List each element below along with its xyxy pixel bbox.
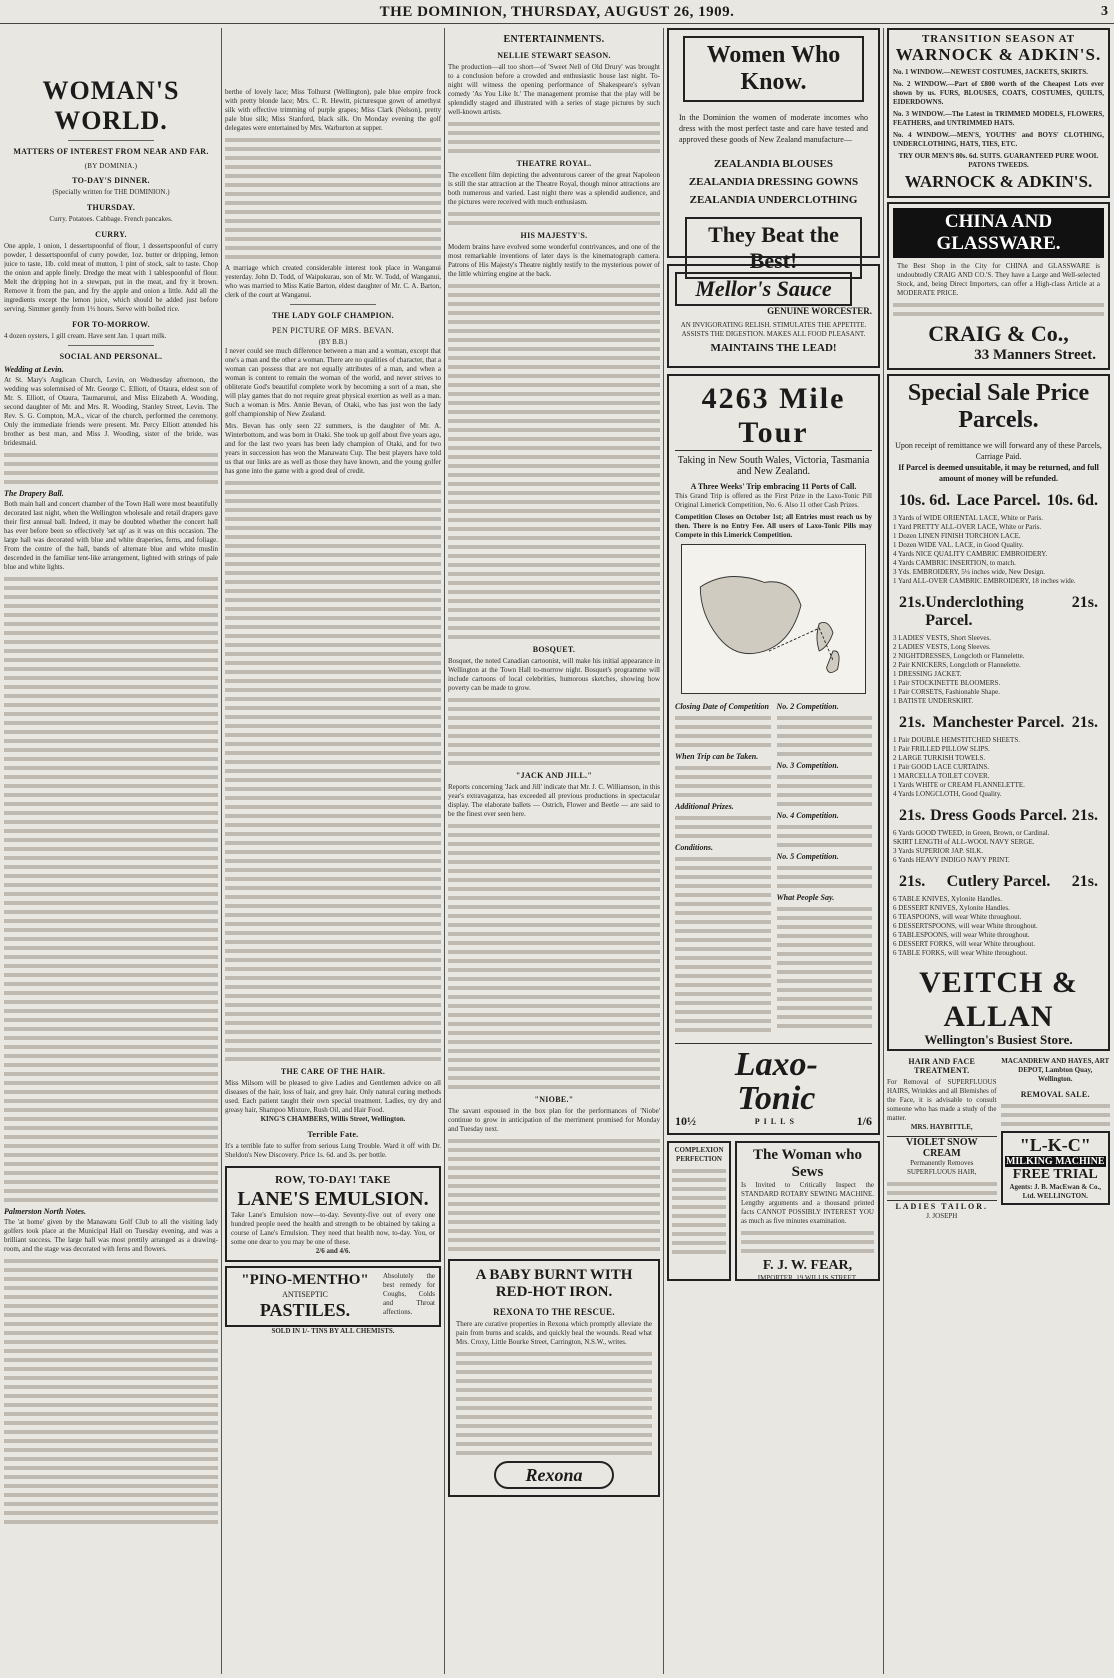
mellor-text: AN INVIGORATING RELISH. STIMULATES THE APPETITE. ASSISTS THE DIGESTION. MAKES ALL FOOD PLEASANT. [680,321,867,338]
sewing-machine-ad [735,1141,880,1281]
parcel-cutlery-name: Cutlery Parcel. [946,873,1051,890]
fear-address: IMPORTER, 19 WILLIS STREET. [757,1274,858,1282]
bosquet-text: Bosquet, the noted Canadian cartoonist, will make his initial appearance in Wellington at the Town Hall to-morrow night. Bosquet's programme will include cartoons of local celebrities, humorous sketches, showing how poverty can be made to grow. [448,657,660,692]
masthead-title: THE DOMINION, THURSDAY, AUGUST 26, 1909. [379,4,735,20]
golf-byline: (BY B.B.) [318,338,348,346]
closing-heading: Closing Date of Competition [675,702,770,711]
parcel-lace-item: 3 Yds. EMBROIDERY, 5¼ inches wide, New Design. [893,568,1046,576]
macandrew: MACANDREW AND HAYES, ART DEPOT, Lambton Quay, Wellington. [1001,1057,1110,1083]
parcel-cutlery-header [899,873,1098,891]
violet-sub: Permanently Removes SUPERFLUOUS HAIR, [906,1159,977,1176]
tour-title: 4263 Mile Tour [675,382,872,451]
mellor-sub: GENUINE WORCESTER. [767,306,872,316]
rexona-logo: Rexona [525,1464,583,1485]
parcel-manchester-item: 1 MARCELLA TOILET COVER. [893,772,990,780]
tour-sub: Taking in New South Wales, Victoria, Tasmania and New Zealand. [677,455,870,477]
parcel-underclothing-item: 2 LADIES' VESTS, Long Sleeves. [893,643,991,651]
hair-care-heading: THE CARE OF THE HAIR. [280,1067,386,1076]
golf-text: I never could see much difference between a man and a woman, except that one's a man and the other a woman. There are no qualities of character, that a woman can possess that are not equally attributes of a man, and when a woman is content to remain the woman of the world, and never strives to obliterate God's beautiful complete work by becoming a sort of a man, she will play games that do not require great physical exertion as well as a man. Such a woman is Mrs. Annie Bevan, of Otaki, who has just won the lady golf championship of New Zealand. [225,347,441,418]
majesty-text: Modern brains have evolved some wonderful contrivances, and one of the most remarkable inventions of later days is the kinematograph camera. Patrons of His Majesty's Theatre nightly testify to the mysterious power of the little whirring engine at the back. [448,243,660,278]
parcel-underclothing-item: 2 Pair KNICKERS, Longcloth or Flannelette. [893,661,1021,669]
rexona-logo-frame [494,1461,614,1489]
wedding-heading: Wedding at Levin. [4,365,64,374]
parcel-manchester-item: 1 Pair GOOD LACE CURTAINS. [893,763,990,771]
parcel-cutlery-item: 6 TABLESPOONS, will wear White throughout. [893,931,1030,939]
dinner-menu: Curry. Potatoes. Cabbage. French pancakes. [49,215,173,223]
veitch-allan-ad [887,374,1110,1051]
golf-text-2: Mrs. Bevan has only seen 22 summers, is the daughter of Mr. A. Winterbottom, and was born in Otaki. She took up golf about five years ago, and for the last two years has been lady champion of Otaki, and for two years in succession has won the Manawatu Cup. The best players have told us that our links are as well as those they have known, and the young golfer has gone into the game with a good deal of credit. [225,422,441,475]
complexion-ad [667,1141,731,1281]
parcel-manchester-item: 1 Yards WHITE or CREAM FLANNELETTE. [893,781,1025,789]
curry-text: One apple, 1 onion, 1 dessertspoonful of flour, 1 dessertspoonful of curry powder, 1 dessertspoonful of curry powder, 1oz. butter or dripping, lemon juice to taste, 1lb. cold meat of mutton, 1 pint of stock, salt to taste. Chop the onion and apple finely. Dredge the meat with 1 tablespoonful of flour. Melt the dripping hot in a stewpan, put in the meat, and fry it brown. Remove it from the pan, and fry the apple and onion a little. Add all the ingredients except the lemon juice, which should be added just before serving. Simmer gently from 1½ hours. Serve with boiled rice. [4,242,218,313]
niobe-text: The savant espoused in the box plan for the performances of 'Niobe' continue to grow in anticipation of the merriment promised for Monday and Tuesday next. [448,1107,660,1133]
tour-close: Competition Closes on October 1st; all Entries must reach us by then. There is no Entry Fee. All users of Laxo-Tonic Pills may Compete in this Limerick Competition. [675,513,872,539]
hair-care-text: Miss Milsom will be pleased to give Ladies and Gentlemen advice on all diseases of the hair, loss of hair, and grey hair. Only natural curing methods used. Each patient taught their own special treatment. Ladies, try dry and greasy hair, Shampoo Mixture, Rush Oil, and Hair Food. [225,1079,441,1114]
column-entertainments [448,28,660,1674]
byline: (BY DOMINIA.) [84,162,138,170]
china-title: CHINA AND GLASSWARE. [893,208,1104,258]
small-ads-row [887,1055,1110,1221]
parcel-lace-item: 1 Yard PRETTY ALL-OVER LACE, White or Paris. [893,523,1042,531]
parcel-underclothing-item: 2 NIGHTDRESSES, Longcloth or Flannelette. [893,652,1025,660]
complexion-heading: COMPLEXION PERFECTION [674,1146,724,1163]
parcel-dress-item: SKIRT LENGTH of ALL-WOOL NAVY SERGE. [893,838,1035,846]
parcel-lace-item: 1 Yard ALL-OVER CAMBRIC EMBROIDERY, 18 inches wide. [893,577,1076,585]
lane-title: LANE'S EMULSION. [237,1188,429,1210]
parcel-manchester-name: Manchester Parcel. [932,714,1065,731]
sews-title: The Woman who Sews [753,1147,862,1180]
wedding-text: At St. Mary's Anglican Church, Levin, on Wednesday afternoon, the wedding was solemnised of Mr. George C. Elliott, of Otaura, eldest son of Mr. S. Elliott, of Otaura, Taumarunui, and Miss Elizabeth A. Wooding, second daughter of Mr. and Mrs. R. Wooding, Stanley Street, Levin. The Rev. S. G. Compton, M.A., vicar of the church, performed the ceremony. Only the immediate friends were present. Mr. Percy Elliott attended his brother as best man, and Miss J. Wooding, sister of the bride, was bridesmaid. [4,376,218,447]
parcel-manchester-item: 4 Yards LONGCLOTH, Good Quality. [893,790,1002,798]
lkc-agents: Agents: J. B. MacEwan & Co., Ltd. WELLINGTON. [1009,1183,1102,1200]
veitch-sub: Wellington's Busiest Store. [924,1032,1073,1047]
royal-text: The excellent film depicting the adventurous career of the great Napoleon is still the star attraction at the Theatre Royal, though minor attractions are both numerous and varied. Last night there was a splendid audience, and the pictures were received with much enthusiasm. [448,171,660,206]
golf-subheading: PEN PICTURE OF MRS. BEVAN. [272,326,394,335]
ball-heading: The Drapery Ball. [4,489,64,498]
comp4-heading: No. 4 Competition. [776,811,839,820]
women-item-1: ZEALANDIA BLOUSES [714,158,833,170]
parcel-dress-item: 6 Yards HEAVY INDIGO NAVY PRINT. [893,856,1010,864]
comp3-heading: No. 3 Competition. [776,761,839,770]
mellor-slogan: MAINTAINS THE LEAD! [710,342,837,354]
parcel-cutlery-price-right: 21s. [1071,873,1098,890]
parcel-underclothing-header [899,594,1098,630]
parcels-title: Special Sale Price Parcels. [907,380,1090,433]
bosquet-heading: BOSQUET. [532,645,576,654]
parcel-dress-item: 6 Yards GOOD TWEED, in Green, Brown, or Cardinal. [893,829,1050,837]
parcel-lace-header [899,492,1098,510]
pino-side: Absolutely the best remedy for Coughs, Colds and Throat affections. [383,1272,435,1316]
china-text: The Best Shop in the City for CHINA and GLASSWARE is undoubtedly CRAIG AND CO.'S. They have a Large and Well-selected Stock, and, being Direct Importers, can offer a High-class Article at a MODERATE PRICE. [897,262,1100,297]
royal-heading: THEATRE ROYAL. [516,159,592,168]
warnock-suits: TRY OUR MEN'S 80s. 6d. SUITS. GUARANTEED PURE WOOL PATONS TWEEDS. [898,152,1099,169]
dinner-heading: TO-DAY'S DINNER. [72,176,150,185]
laxo-price-right: 1/6 [856,1114,872,1128]
parcel-cutlery-item: 6 DESSERTSPOONS, will wear White throughout. [893,922,1038,930]
warnock-footer: WARNOCK & ADKIN'S. [904,172,1093,191]
warnock-title: WARNOCK & ADKIN'S. [895,45,1102,64]
marriage-text: A marriage which created considerable interest took place in Wanganui yesterday. John D. Todd, of Waipukurau, son of Mr. W. Todd, of Wanganui, who was married to Miss Katie Barton, eldest daughter of Mr. C. A. Barton, clerk of the court at Wanganui. [225,264,441,299]
parcel-cutlery-item: 6 TABLE FORKS, will wear White throughout. [893,949,1028,957]
laxo-logo: Laxo-Tonic [734,1046,818,1117]
fate-heading: Terrible Fate. [307,1130,359,1139]
craig-address: 33 Manners Street. [974,347,1096,363]
parcel-underclothing-item: 1 Pair STOCKINETTE BLOOMERS. [893,679,1001,687]
parcel-dress-price-right: 21s. [1071,807,1098,824]
social-heading: SOCIAL AND PERSONAL. [59,352,163,361]
lkc-sub: MILKING MACHINE [1005,1156,1105,1167]
lkc-ad [1001,1131,1111,1205]
ladies-tailor: LADIES TAILOR. [887,1200,997,1212]
warnock-item-2: No. 2 WINDOW.—Part of £800 worth of the Cheapest Lots ever shown by us. FURS, BLOUSES, COATS, COSTUMES, QUILTS, EIDERDOWNS. [893,80,1104,106]
niobe-heading: "NIOBE." [534,1095,574,1104]
mellors-sauce-ad [667,264,880,368]
parcel-dress-price-left: 21s. [899,807,926,824]
nellie-heading: NELLIE STEWART SEASON. [497,51,611,60]
column-rule [883,28,884,1674]
parcel-lace-name: Lace Parcel. [956,492,1041,509]
hair-care-address: KING'S CHAMBERS, Willis Street, Wellington. [260,1115,406,1123]
women-footer: They Beat the Best! [685,217,862,279]
parcel-underclothing-price-right: 21s. [1071,594,1098,611]
parcel-dress-item: 3 Yards SUPERIOR JAP. SILK. [893,847,984,855]
column-womans-world [4,28,218,1674]
pino-pastiles: PASTILES. [259,1300,351,1320]
laxo-pills: PILLS [754,1117,798,1126]
parcel-dress-header [899,807,1098,825]
column-rule [663,28,664,1674]
women-title: Women Who Know. [683,36,864,102]
women-item-2: ZEALANDIA DRESSING GOWNS [688,176,859,188]
jack-heading: "JACK AND JILL." [515,771,593,780]
lane-text: Take Lane's Emulsion now—to-day. Seventy-five out of every one hundred people need the health and strength to be obtained by taking a course of Lane's Emulsion. They need that health now, to-day. You, or some one dear to you may be one of these. [231,1211,435,1246]
parcel-cutlery-item: 6 TEASPOONS, will wear White throughout. [893,913,1022,921]
parcel-lace-item: 4 Yards CAMBRIC INSERTION, to match. [893,559,1016,567]
curry-heading: CURRY. [95,230,127,239]
hair-face-text: For Removal of SUPERFLUOUS HAIRS, Wrinkles and all Blemishes of the Face, it is advisable to consult someone who has made a study of the matter. [887,1078,997,1122]
column-rule [221,28,222,1674]
nellie-text: The production—all too short—of 'Sweet Nell of Old Drury' was brought to a conclusion before a crowded and enthusiastic house last night. To-night will witness the opening performance of Shakespeare's sylvan comedy 'As You Like It.' The management promise that the play will be splendidly staged and illustrated with a series of stage pictures by such well-known artists. [448,63,660,116]
baby-sub: REXONA TO THE RESCUE. [493,1307,615,1317]
tour-text: This Grand Trip is offered as the First Prize in the Laxo-Tonic Pill Original Limerick Competition, No. 6. Also 11 other Cash Prizes. [675,492,872,509]
tomorrow-text: 4 dozen oysters, 1 gill cream. Have sent Jan. 1 quart milk. [4,332,167,340]
people-heading: What People Say. [776,893,835,902]
fate-text: It's a terrible fate to suffer from serious Lung Trouble. Ward it off with Dr. Sheldon's New Discovery. Price 1s. 6d. and 3s. per bottle. [225,1142,441,1159]
removal-sale: REMOVAL SALE. [1020,1090,1090,1099]
parcels-note: If Parcel is deemed unsuitable, it may be returned, and full amount of money will be refunded. [898,463,1099,483]
zealandia-ad [667,28,880,273]
women-item-3: ZEALANDIA UNDERCLOTHING [689,194,858,206]
entertainments-heading: ENTERTAINMENTS. [503,34,605,45]
parcel-manchester-price-left: 21s. [899,714,926,731]
transition-heading: TRANSITION SEASON AT [921,33,1076,45]
rexona-ad [448,1259,660,1497]
mellor-title: Mellor's Sauce [675,272,852,306]
craig-name: CRAIG & Co., [928,321,1069,346]
palmerston-heading: Palmerston North Notes. [4,1207,87,1216]
column-ads-right [887,28,1110,1674]
palmerston-text: The 'at home' given by the Manawatu Golf Club to all the visiting lady golfers took place at the Municipal Hall on Tuesday evening, and was a brilliant success. The large hall was most prettily arranged as a drawing-room, and the stage was decorated with ferns and flowers. [4,1218,218,1253]
parcel-manchester-item: 2 LARGE TURKISH TOWELS. [893,754,986,762]
conditions-heading: Conditions. [675,843,714,852]
continuation-text: berthe of lovely lace; Miss Tolhurst (Wellington), pale blue empire frock with pretty blonde lace; Mrs. C. R. Hewitt, picturesque gown of amethyst silk with effective trimming of purple grapes; Miss Clark (Nelson), pretty pale blue silk; Miss Stanford, black silk. On Monday evening the golf delegates were entertained by Mrs. Warburton at supper. [225,88,441,132]
majesty-heading: HIS MAJESTY'S. [520,231,588,240]
parcel-dress-name: Dress Goods Parcel. [930,807,1067,824]
warnock-item-3: No. 3 WINDOW.—The Latest in TRIMMED MODELS, FLOWERS, FEATHERS, and UNTRIMMED HATS. [893,110,1104,127]
column-ads-center [667,28,880,1674]
warnock-adkin-ad [887,28,1110,198]
lkc-title: "L-K-C" [1019,1135,1091,1155]
parcel-underclothing-item: 1 DRESSING JACKET. [893,670,962,678]
parcel-lace-item: 1 Dozen WIDE VAL. LACE, in Good Quality. [893,541,1024,549]
warnock-item-4: No. 4 WINDOW.—MEN'S, YOUTHS' and BOYS' CLOTHING, UNDERCLOTHING, HATS, TIES, ETC. [893,131,1104,148]
tour-map [681,544,866,694]
golf-heading: THE LADY GOLF CHAMPION. [272,311,394,320]
tomorrow-heading: FOR TO-MORROW. [72,320,150,329]
section-subtitle: MATTERS OF INTEREST FROM NEAR AND FAR. [13,147,209,156]
column-rule [444,28,445,1674]
dinner-note: (Specially written for THE DOMINION.) [52,188,170,196]
laxo-tonic-ad [667,374,880,1135]
parcel-underclothing-item: 1 BATISTE UNDERSKIRT. [893,697,974,705]
lane-top: ROW, TO-DAY! TAKE [275,1174,391,1186]
masthead [0,2,1114,24]
comp2-heading: No. 2 Competition. [776,702,839,711]
parcel-lace-price-right: 10s. 6d. [1046,492,1098,509]
parcel-lace-item: 3 Yards of WIDE ORIENTAL LACE, White or Paris. [893,514,1043,522]
warnock-item-1: No. 1 WINDOW.—NEWEST COSTUMES, JACKETS, SKIRTS. [893,68,1088,76]
parcels-intro: Upon receipt of remittance we will forward any of these Parcels, Carriage Paid. [895,441,1102,461]
ball-text: Both main hall and concert chamber of the Town Hall were most beautifully decorated last night, when the Wellington wholesale and retail drapers gave their first annual ball. Indeed, it may be doubted whether the concert hall has ever before been so effectively 'set up' as it was on this occasion. The large hall was decorated with blue and white draperies, ferns, and foliage. From the centre of the hall, bands of alternate blue and white muslin descended in the familiar tent-like arrangement, lighted with strings of pale blue and white lights. [4,500,218,571]
baby-title: A BABY BURNT WITH RED-HOT IRON. [475,1267,633,1300]
hair-face-name: MRS. HAYBITTLE, [910,1123,973,1131]
lkc-trial: FREE TRIAL [1012,1167,1098,1182]
parcel-underclothing-price-left: 21s. [899,594,926,611]
dinner-day: THURSDAY. [86,203,136,212]
women-intro: In the Dominion the women of moderate incomes who dress with the most perfect taste and care have tested and approved these goods of New Zealand manufacture— [679,113,868,144]
tour-weeks: A Three Weeks' Trip embracing 11 Ports of Call. [690,482,857,491]
pino-mentho-ad [225,1266,441,1327]
column-golf [225,28,441,1674]
parcel-cutlery-price-left: 21s. [899,873,926,890]
sews-text: Is Invited to Critically Inspect the STANDARD ROTARY SEWING MACHINE. Lengthy arguments and a thousand printed facts CANNOT POSSIBLY INTEREST YOU as much as five minutes examination. [741,1181,874,1225]
lane-price: 2/6 and 4/6. [315,1247,351,1255]
parcel-underclothing-item: 3 LADIES' VESTS, Short Sleeves. [893,634,991,642]
jack-text: Reports concerning 'Jack and Jill' indicate that Mr. J. C. Williamson, in this year's extravaganza, has exceeded all previous productions in spectacular display. The elaborate ballets — Ostrich, Flower and Beetle — are said to be the finest ever seen here. [448,783,660,818]
tailor-name: J. JOSEPH [926,1212,958,1220]
baby-text: There are curative properties in Rexona which promptly alleviate the pain from burns and scalds, and quickly heal the wounds. Read what Mrs. Croxy, Little Bourke Street, Carrington, N.S.W., writes. [456,1320,652,1346]
section-title: WOMAN'S WORLD. [42,76,180,135]
comp5-heading: No. 5 Competition. [776,852,839,861]
violet-title: VIOLET SNOW CREAM [887,1136,997,1159]
parcel-manchester-item: 1 Pair FRILLED PILLOW SLIPS. [893,745,990,753]
lanes-emulsion-ad [225,1166,441,1262]
pino-bottom: SOLD IN 1/- TINS BY ALL CHEMISTS. [271,1327,395,1335]
laxo-logo-row [675,1043,872,1127]
parcel-manchester-price-right: 21s. [1071,714,1098,731]
parcel-lace-price-left: 10s. 6d. [899,492,951,509]
parcel-underclothing-item: 1 Pair CORSETS, Fashionable Shape. [893,688,1000,696]
hair-face-heading: HAIR AND FACE TREATMENT. [908,1057,976,1075]
parcel-cutlery-item: 6 DESSERT KNIVES, Xylonite Handles. [893,904,1010,912]
additional-heading: Additional Prizes. [675,802,734,811]
pino-sub: ANTISEPTIC [282,1290,328,1299]
page-number: 3 [1101,4,1108,19]
parcel-cutlery-item: 6 TABLE KNIVES, Xylonite Handles. [893,895,1002,903]
pino-title: "PINO-MENTHO" [241,1272,369,1288]
tour-map-graphic [682,545,865,693]
parcel-underclothing-name: Underclothing Parcel. [925,594,1024,629]
taken-heading: When Trip can be Taken. [675,752,759,761]
parcel-lace-item: 1 Dozen LINEN FINISH TORCHON LACE. [893,532,1021,540]
laxo-price-left: 10½ [675,1114,696,1128]
parcel-manchester-item: 1 Pair DOUBLE HEMSTITCHED SHEETS. [893,736,1020,744]
fear-name: F. J. W. FEAR, [762,1258,853,1273]
bottom-ads-row [667,1141,880,1281]
craig-china-ad [887,202,1110,370]
parcel-manchester-header [899,714,1098,732]
veitch-title: VEITCH & ALLAN [919,966,1078,1033]
parcel-cutlery-item: 6 DESSERT FORKS, will wear White throughout. [893,940,1036,948]
parcel-lace-item: 4 Yards NICE QUALITY CAMBRIC EMBROIDERY. [893,550,1048,558]
